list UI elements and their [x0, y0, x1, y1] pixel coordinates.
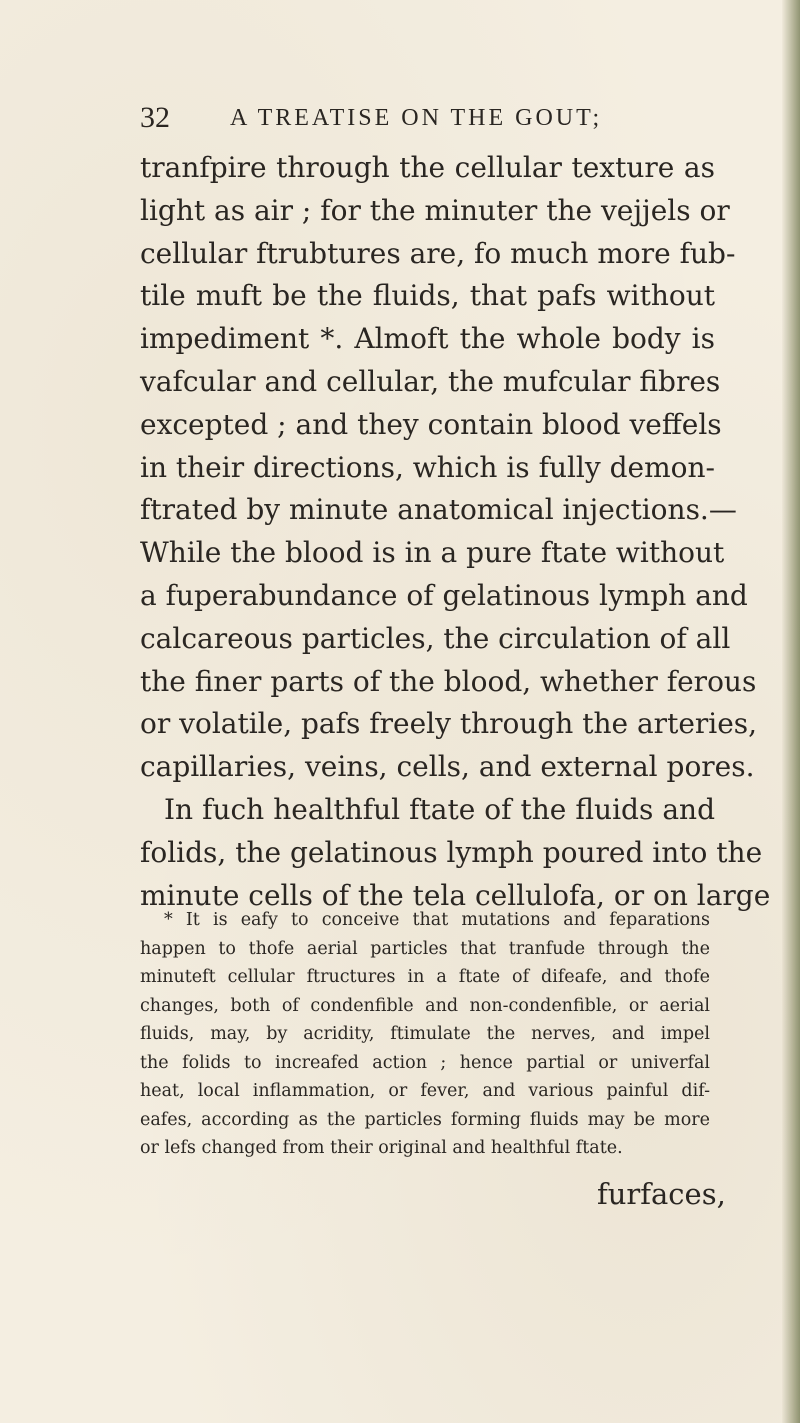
page-edge-shadow: [782, 0, 800, 1423]
body-text: [140, 147, 771, 917]
body-line: tile muft be the fluids, that pafs without: [140, 279, 715, 313]
footnote-line: or lefs changed from their original and healthful ftate.: [140, 1138, 623, 1158]
footnote-line: heat, local inflammation, or fever, and various painful dif-: [140, 1081, 710, 1101]
page-header: [140, 96, 700, 140]
footnote-line: fluids, may, by acridity, ftimulate the nerves, and impel: [140, 1024, 710, 1044]
body-line: excepted ; and they contain blood veffels: [140, 407, 722, 441]
body-line: minute cells of the tela cellulofa, or on large: [140, 878, 771, 912]
page-number: 32: [140, 101, 170, 134]
body-line: ftrated by minute anatomical injections.—: [140, 493, 737, 527]
catchword: furfaces,: [597, 1177, 726, 1211]
body-line: calcareous particles, the circulation of all: [140, 621, 731, 655]
running-head: A TREATISE ON THE GOUT;: [230, 105, 603, 131]
body-line: impediment *. Almoft the whole body is: [140, 322, 715, 356]
body-line: cellular ftrubtures are, fo much more fub-: [140, 236, 736, 270]
footnote-line: changes, both of condenfible and non-condenfible, or aerial: [140, 995, 710, 1016]
body-line: or volatile, pafs freely through the arteries,: [140, 707, 758, 741]
body-line: In fuch healthful ftate of the fluids and: [164, 792, 715, 826]
body-line: While the blood is in a pure ftate without: [140, 536, 725, 570]
body-line: vafcular and cellular, the mufcular fibres: [140, 364, 721, 398]
footnote-line: * It is eafy to conceive that mutations and feparations: [164, 910, 710, 930]
body-line: a fuperabundance of gelatinous lymph and: [140, 578, 748, 612]
body-line: the finer parts of the blood, whether ferous: [140, 664, 757, 698]
footnote-line: happen to thofe aerial particles that tranfude through the: [140, 938, 710, 959]
body-line: light as air ; for the minuter the vejjels or: [140, 193, 730, 227]
footnote: [140, 906, 710, 1163]
body-line: tranfpire through the cellular texture as: [140, 151, 715, 184]
footnote-line: minuteft cellular ftructures in a ftate of difeafe, and thofe: [140, 967, 710, 987]
body-line: folids, the gelatinous lymph poured into the: [140, 835, 763, 869]
footnote-line: eafes, according as the particles forming fluids may be more: [140, 1109, 710, 1130]
body-line: in their directions, which is fully demon-: [140, 450, 715, 484]
footnote-line: the folids to increafed action ; hence partial or univerfal: [140, 1052, 710, 1073]
body-line: capillaries, veins, cells, and external pores.: [140, 750, 755, 784]
